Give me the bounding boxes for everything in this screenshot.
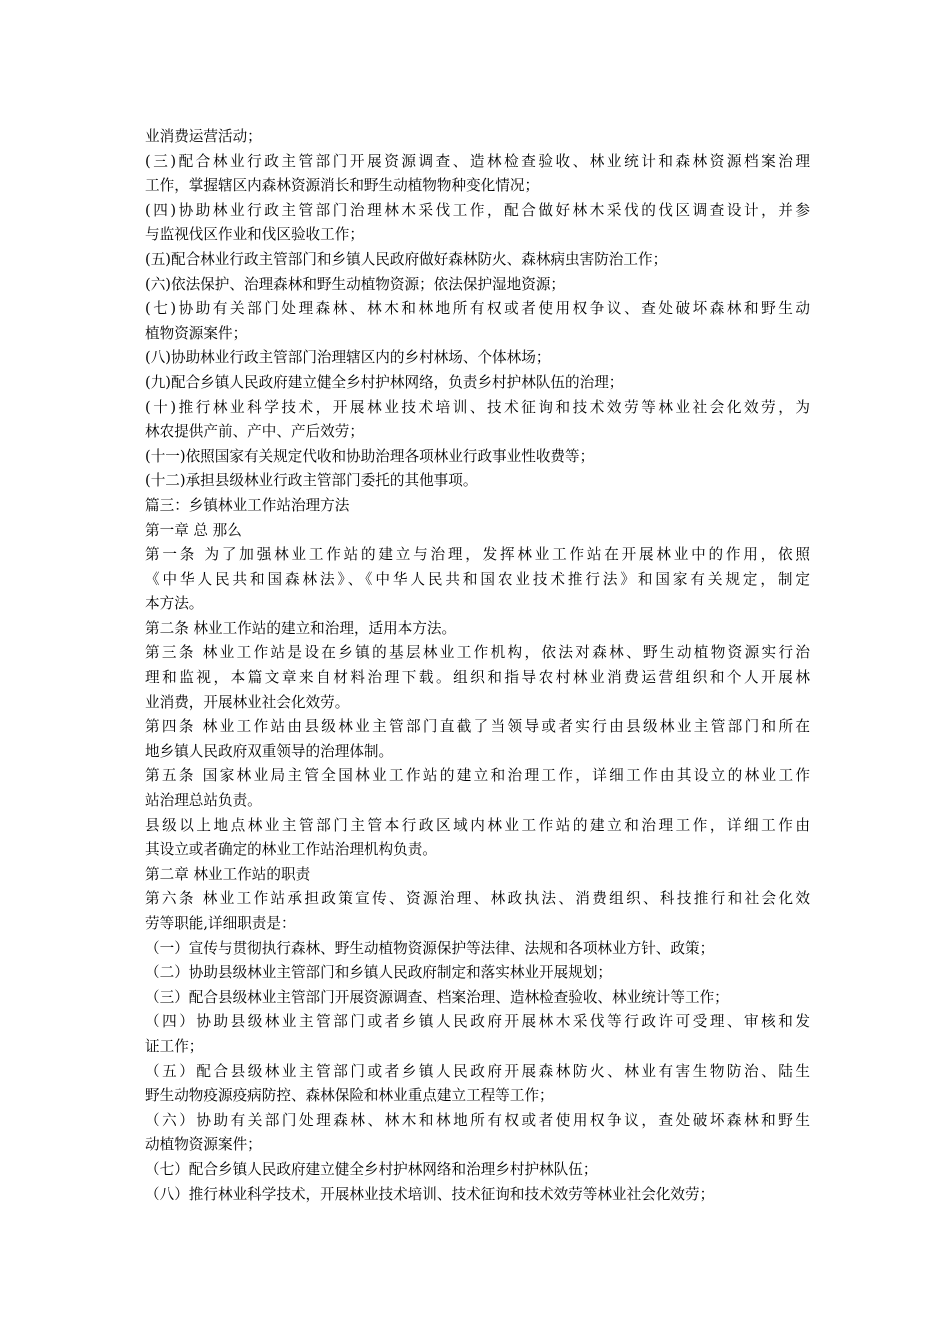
- text-line: （一）宣传与贯彻执行森林、野生动植物资源保护等法律、法规和各项林业方针、政策；: [145, 939, 715, 957]
- text-line: (七)协助有关部门处理森林、林木和林地所有权或者使用权争议、查处破坏森林和野生动: [145, 300, 810, 318]
- text-line: 县级以上地点林业主管部门主管本行政区域内林业工作站的建立和治理工作，详细工作由: [145, 816, 810, 834]
- text-line: 业消费，开展林业社会化效劳。: [145, 693, 350, 711]
- text-line: 《中华人民共和国森林法》、《中华人民共和国农业技术推行法》和国家有关规定，制定: [145, 570, 810, 588]
- text-line: 站治理总站负责。: [145, 792, 262, 810]
- text-line: (八)协助林业行政主管部门治理辖区内的乡村林场、个体林场；: [145, 349, 551, 367]
- text-line: （四）协助县级林业主管部门或者乡镇人民政府开展林木采伐等行政许可受理、审核和发: [145, 1013, 810, 1031]
- text-line: 理和监视，本篇文章来自材料治理下载。组织和指导农村林业消费运营组织和个人开展林: [145, 669, 810, 687]
- text-line: (九)配合乡镇人民政府建立健全乡村护林网络，负责乡村护林队伍的治理；: [145, 373, 624, 391]
- document-body: [145, 125, 810, 1207]
- text-line: （五）配合县级林业主管部门或者乡镇人民政府开展森林防火、林业有害生物防治、陆生: [145, 1062, 810, 1080]
- text-line: （三）配合县级林业主管部门开展资源调查、档案治理、造林检查验收、林业统计等工作；: [145, 988, 729, 1006]
- text-line: （七）配合乡镇人民政府建立健全乡村护林网络和治理乡村护林队伍；: [145, 1160, 598, 1178]
- text-line: (十一)依照国家有关规定代收和协助治理各项林业行政事业性收费等；: [145, 447, 595, 465]
- text-line: (六)依法保护、治理森林和野生动植物资源；依法保护湿地资源；: [145, 275, 566, 293]
- text-line: 工作，掌握辖区内森林资源消长和野生动植物物种变化情况；: [145, 177, 540, 195]
- text-line: 植物资源案件；: [145, 324, 248, 342]
- text-line: 第二条 林业工作站的建立和治理，适用本方法。: [145, 619, 457, 637]
- text-line: 第五条 国家林业局主管全国林业工作站的建立和治理工作，详细工作由其设立的林业工作: [145, 767, 810, 785]
- text-line: (三)配合林业行政主管部门开展资源调查、造林检查验收、林业统计和森林资源档案治理: [145, 152, 810, 170]
- text-line: (五)配合林业行政主管部门和乡镇人民政府做好森林防火、森林病虫害防治工作；: [145, 250, 668, 268]
- text-line: 林农提供产前、产中、产后效劳；: [145, 423, 364, 441]
- text-line: （二）协助县级林业主管部门和乡镇人民政府制定和落实林业开展规划；: [145, 964, 613, 982]
- text-line: (四)协助林业行政主管部门治理林木采伐工作，配合做好林木采伐的伐区调查设计，并参: [145, 201, 810, 219]
- text-line: 地乡镇人民政府双重领导的治理体制。: [145, 742, 394, 760]
- text-line: 证工作；: [145, 1037, 204, 1055]
- chapter-heading: 第一章 总 那么: [145, 521, 242, 539]
- text-line: 第四条 林业工作站由县级林业主管部门直截了当领导或者实行由县级林业主管部门和所在: [145, 718, 810, 736]
- chapter-heading: 第二章 林业工作站的职责: [145, 865, 311, 883]
- text-line: 劳等职能,详细职责是：: [145, 915, 296, 932]
- text-line: (十)推行林业科学技术，开展林业技术培训、技术征询和技术效劳等林业社会化效劳，为: [145, 398, 810, 416]
- text-line: 本方法。: [145, 595, 204, 613]
- text-line: 业消费运营活动；: [145, 128, 262, 145]
- text-line: 第一条 为了加强林业工作站的建立与治理，发挥林业工作站在开展林业中的作用，依照: [145, 546, 810, 564]
- text-line: 野生动物疫源疫病防控、森林保险和林业重点建立工程等工作；: [145, 1087, 554, 1105]
- text-line: （六）协助有关部门处理森林、林木和林地所有权或者使用权争议，查处破坏森林和野生: [145, 1111, 810, 1129]
- text-line: 其设立或者确定的林业工作站治理机构负责。: [145, 841, 437, 859]
- text-line: 与监视伐区作业和伐区验收工作；: [145, 226, 364, 244]
- section-heading: 篇三：乡镇林业工作站治理方法: [145, 496, 350, 514]
- text-line: 第三条 林业工作站是设在乡镇的基层林业工作机构，依法对森林、野生动植物资源实行治: [145, 644, 810, 662]
- text-line: 第六条 林业工作站承担政策宣传、资源治理、林政执法、消费组织、科技推行和社会化效: [145, 890, 810, 908]
- text-line: （八）推行林业科学技术，开展林业技术培训、技术征询和技术效劳等林业社会化效劳；: [145, 1185, 715, 1203]
- text-line: 动植物资源案件；: [145, 1136, 262, 1154]
- text-line: (十二)承担县级林业行政主管部门委托的其他事项。: [145, 472, 478, 490]
